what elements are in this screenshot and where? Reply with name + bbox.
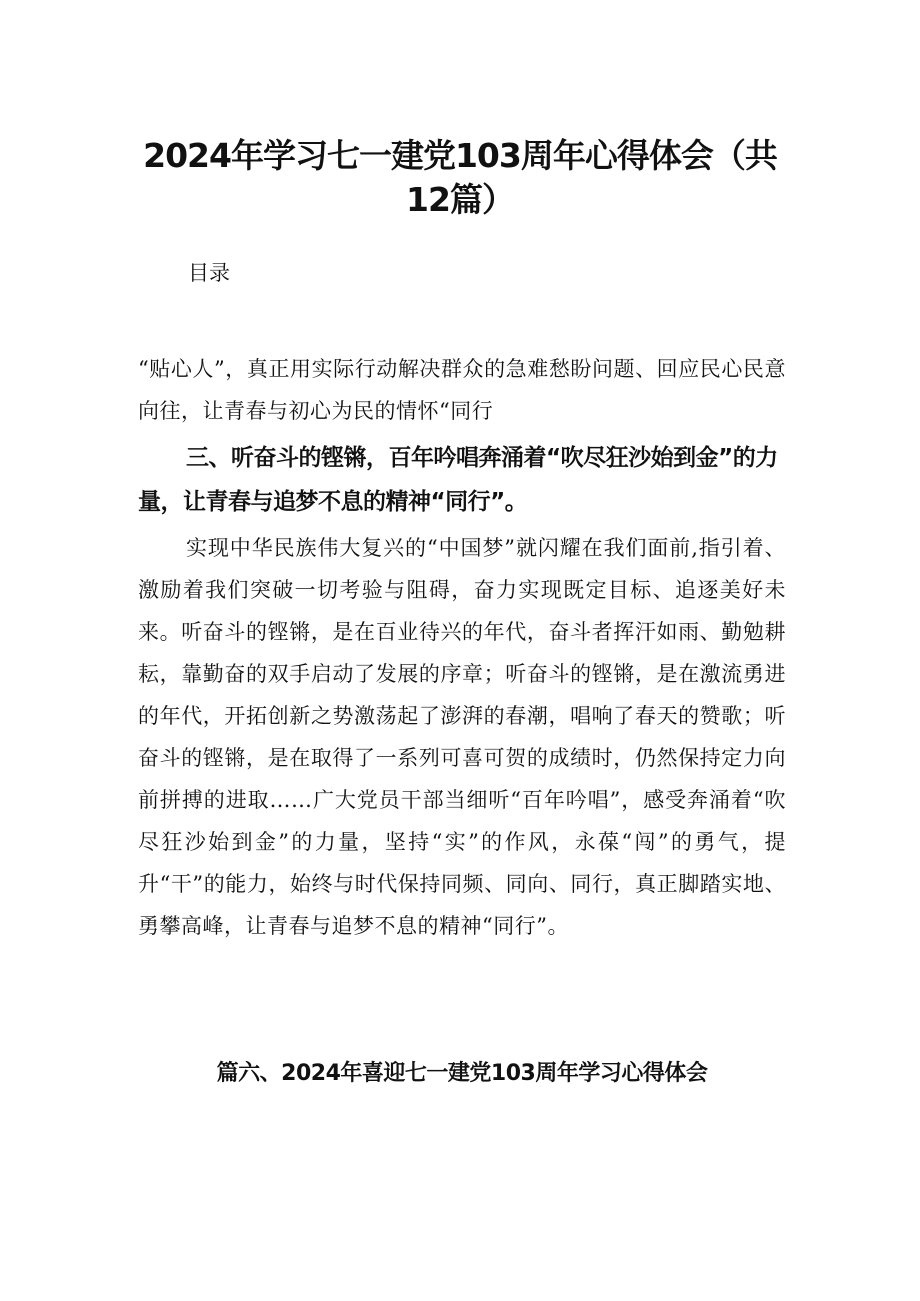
body-paragraph-2: 实现中华民族伟大复兴的“中国梦”就闪耀在我们面前,指引着、激励着我们突破一切考验与阻碍，奋力实现既定目标、追逐美好未来。听奋斗的铿锵，是在百业待兴的年代，奋斗者挥汗如雨、勤勉耕耘，靠勤奋的双手启动了发展的序章；听奋斗的铿锵，是在激流勇进的年代，开拓创新之势激荡起了澎湃的春潮，唱响了春天的赞歌；听奋斗的铿锵，是在取得了一系列可喜可贺的成绩时，仍然保持定力向前拼搏的进取……广大党员干部当细听“百年吟唱”，感受奔涌着“吹尽狂沙始到金”的力量，坚持“实”的作风，永葆“闯”的勇气，提升“干”的能力，始终与时代保持同频、同向、同行，真正脚踏实地、勇攀高峰，让青春与追梦不息的精神“同行”。 [138,536,786,938]
section-heading-3: 三、听奋斗的铿锵，百年吟唱奔涌着“吹尽狂沙始到金”的力量，让青春与追梦不息的精神“同行”。 [138,445,778,515]
section-6-title: 篇六、2024年喜迎七一建党103周年学习心得体会 [216,1061,708,1086]
body-paragraph-1: “贴心人”，真正用实际行动解决群众的急难愁盼问题、回应民心民意向往，让青春与初心为民的情怀“同行 [138,357,786,423]
table-of-contents-label: 目录 [188,261,230,285]
document-title: 2024年学习七一建党103周年心得体会（共12篇） [143,136,777,219]
